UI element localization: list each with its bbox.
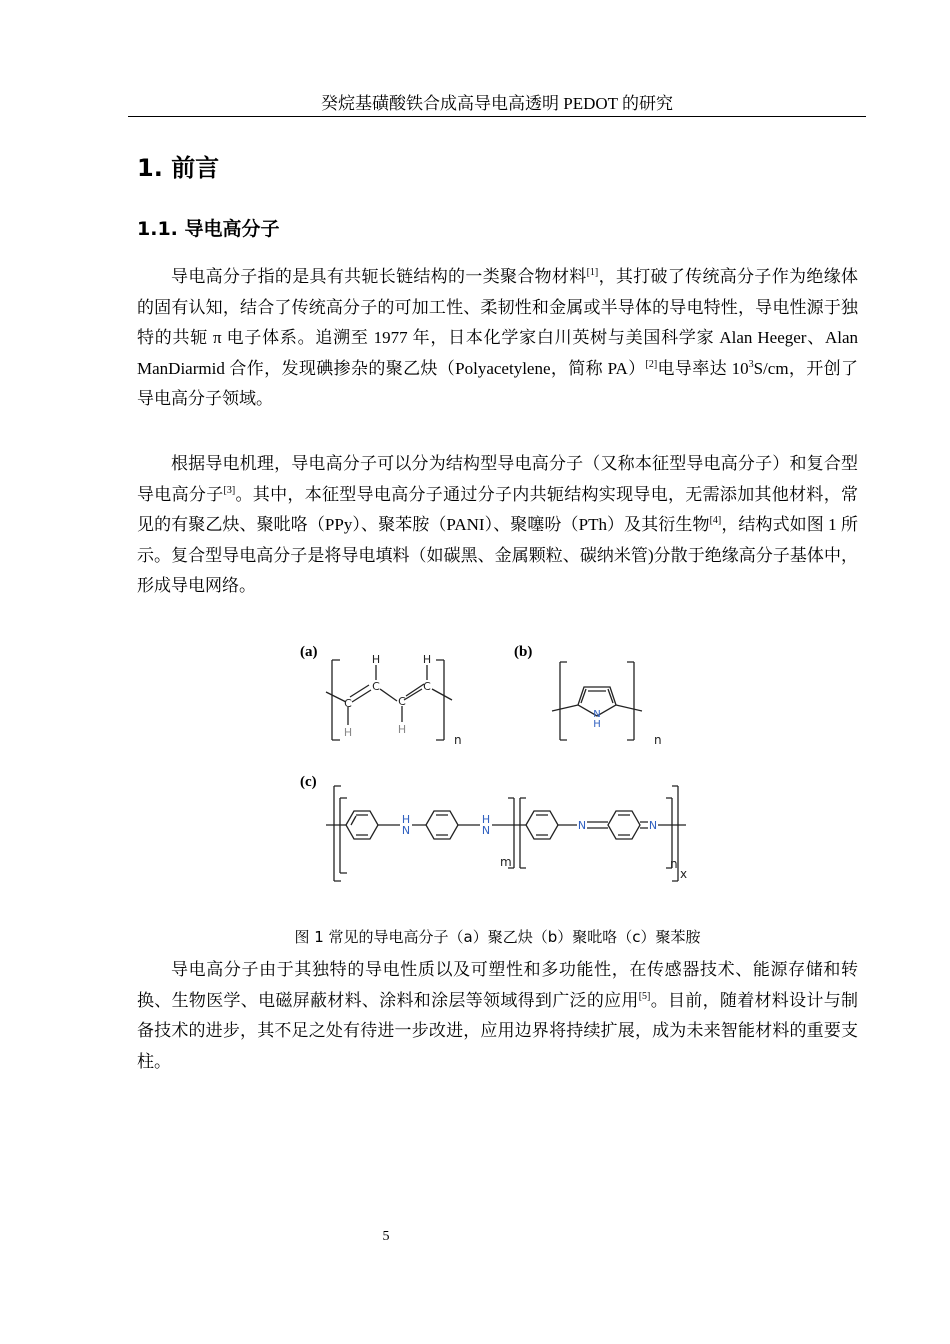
pyrrole-n-atom: N [593,709,601,720]
figure-caption: 图 1 常见的导电高分子（a）聚乙炔（b）聚吡咯（c）聚苯胺 [294,928,701,946]
pyrrole-h-atom: H [593,719,601,730]
page-number: 5 [382,1229,390,1244]
running-header: 癸烷基磺酸铁合成高导电高透明 PEDOT 的研究 [321,94,673,113]
bracket-n-left-c [520,798,526,868]
carbon-atom-2: C [372,680,380,693]
citation-5: [5] [638,990,651,1002]
amine-h-2: H [481,813,491,826]
subscript-n-b: n [654,733,662,747]
p2-text-3: ，结构式如图 1 所示。复合型导电高分子是将导电填料（如碳黑、金属颗粒、碳纳米管)分散于绝缘高分子基体中，形成导电网络。 [137,515,859,595]
paragraph-2 [137,449,858,602]
amine-h-1: H [401,813,411,826]
p1-text-2: ，其打破了传统高分子作为绝缘体的固有认知，结合了传统高分子的可加工性、柔韧性和金属或半导体的导电特性，导电性源于独特的共轭 π 电子体系。追溯至 1977 年，日本化学家白川英树与美国科学家 Alan Heeger、Alan ManDiarmid 合作，发现碘掺杂的聚乙炔（Polyacetylene，简称 PA） [137,267,859,378]
ring-3-inner [536,815,548,835]
paragraph-1 [137,262,858,415]
p2-text-1: 根据导电机理，导电高分子可以分为结构型导电高分子（又称本征型导电高分子）和复合型导电高分子 [137,454,858,504]
panel-label-c: (c) [300,774,317,790]
carbon-atom-3: C [398,695,406,708]
imine-double-bond-2 [640,822,686,828]
bracket-left-b [560,662,567,740]
header-rule [128,116,866,117]
amine-n-1: N [401,824,411,837]
bracket-inner-left-c [340,798,347,873]
imine-n-2: N [648,819,658,832]
amine-n-2: N [481,824,491,837]
imine-n-1: N [577,819,587,832]
hydrogen-atom-4: H [397,723,407,736]
quinoid-inner [618,815,630,835]
imine-double-bond-1 [587,822,608,828]
pyrrole-double-bonds [581,689,613,703]
ring-2-inner [436,815,448,835]
hydrogen-atom-3: H [343,726,353,739]
subscript-n-a: n [454,733,462,747]
p1-text-1: 导电高分子指的是具有共轭长链结构的一类聚合物材料 [171,267,587,286]
citation-3: [3] [223,484,236,496]
paragraph-3 [137,955,858,1077]
exponent: 3 [748,358,754,370]
carbon-atom-1: C [344,697,352,710]
citation-4: [4] [709,515,722,526]
p1-text-4: S/cm，开创了导电高分子领域。 [137,358,858,408]
bracket-right-b [627,662,634,740]
bracket-right-a [436,660,444,740]
p3-text-2: 。目前，随着材料设计与制备技术的进步，其不足之处有待进一步改进，应用边界将持续扩展，成为未来智能材料的重要支柱。 [137,990,858,1071]
p3-text-1: 导电高分子由于其独特的导电性质以及可塑性和多功能性，在传感器技术、能源存储和转换、生物医学、电磁屏蔽材料、涂料和涂层等领域得到广泛的应用 [137,960,858,1010]
bracket-left-a [332,660,340,740]
section-heading [137,148,219,183]
subsection-heading [137,214,280,241]
panel-label-b: (b) [514,644,533,660]
subscript-x-c: x [680,867,688,881]
p2-text-2: 。其中，本征型导电高分子通过分子内共轭结构实现导电，无需添加其他材料，常见的有聚乙炔、聚吡咯（PPy）、聚苯胺（PANI）、聚噻吩（PTh）及其衍生物 [137,484,859,534]
panel-label-a: (a) [300,644,318,660]
polymer-structures-diagram [296,636,696,890]
figure-1 [296,636,696,890]
p1-text-3: 电导率达 10 [657,358,749,378]
citation-2: [2] [645,358,658,370]
subsection-number: 1.1. [137,218,178,240]
section-title: 前言 [171,154,220,182]
citation-1: [1] [586,267,599,278]
subscript-n-c: n [670,857,678,871]
subscript-m-c: m [500,855,512,869]
section-number: 1. [137,154,163,182]
hydrogen-atom-2: H [422,653,432,666]
hydrogen-atom-1: H [371,653,381,666]
subsection-title: 导电高分子 [184,218,280,240]
ring-1-inner [351,815,368,835]
carbon-atom-4: C [423,680,431,693]
